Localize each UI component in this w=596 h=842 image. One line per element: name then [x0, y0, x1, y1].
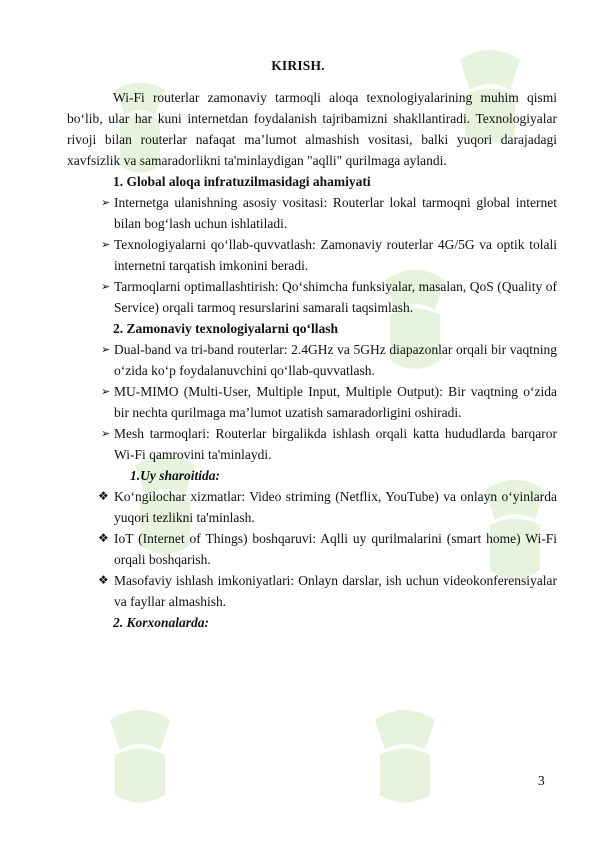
bullet-list [67, 339, 557, 465]
section-heading: 1. Global aloqa infratuzilmasidagi ahamiyati [113, 174, 371, 189]
list-item: ❖ Masofaviy ishlash imkoniyatlari: Onlayn darslar, ish uchun videokonferensiyalar va fayllar almashish. [67, 570, 557, 612]
list-item: ➢ Mesh tarmoqlari: Routerlar birgalikda ishlash orqali katta hududlarda barqaror Wi-Fi qamrovini ta'minlaydi. [67, 423, 557, 465]
arrow-bullet-icon: ➢ [101, 385, 111, 398]
watermark-logo [360, 700, 450, 810]
bullet-list [67, 486, 557, 612]
subsection-heading: 2. Korxonalarda: [113, 615, 210, 630]
page-title: KIRISH. [271, 58, 325, 73]
list-item: ➢ MU-MIMO (Multi-User, Multiple Input, Multiple Output): Bir vaqtning o‘zida bir nechta qurilmaga ma’lumot uzatish samaradorligini oshiradi. [67, 381, 557, 423]
list-item: ➢ Texnologiyalarni qo‘llab-quvvatlash: Zamonaviy routerlar 4G/5G va optik tolali internetni tarqatish imkonini beradi. [67, 234, 557, 276]
arrow-bullet-icon: ➢ [101, 343, 111, 356]
arrow-bullet-icon: ➢ [101, 280, 111, 293]
diamond-bullet-icon: ❖ [98, 573, 109, 587]
list-item: ➢ Dual-band va tri-band routerlar: 2.4GHz va 5GHz diapazonlar orqali bir vaqtning o‘zida ko‘p foydalanuvchini qo‘llab-quvvatlash. [67, 339, 557, 381]
watermark-logo [95, 700, 185, 810]
list-item: ➢ Tarmoqlarni optimallashtirish: Qo‘shimcha funksiyalar, masalan, QoS (Quality of Service) orqali tarmoq resurslarini samarali taqsimlash. [67, 276, 557, 318]
document-body [67, 87, 557, 633]
page-number: 3 [538, 773, 545, 788]
arrow-bullet-icon: ➢ [101, 238, 111, 251]
diamond-bullet-icon: ❖ [98, 489, 109, 503]
diamond-bullet-icon: ❖ [98, 531, 109, 545]
list-item: ➢ Internetga ulanishning asosiy vositasi: Routerlar lokal tarmoqni global internet bilan bog‘lash uchun ishlatiladi. [67, 192, 557, 234]
bullet-list [67, 192, 557, 318]
intro-paragraph: Wi-Fi routerlar zamonaviy tarmoqli aloqa texnologiyalarining muhim qismi bo‘lib, ular har kuni internetdan foydalanish tajribamizni shakllantiradi. Texnologiyalar rivoji bilan routerlar nafaqat ma’lumot almashish vositasi, balki yuqori darajadagi xavfsizlik va samaradorlikni ta'minlaydigan "aqlli" qurilmaga aylandi. [67, 90, 557, 168]
subsection-heading: 1.Uy sharoitida: [130, 468, 221, 483]
arrow-bullet-icon: ➢ [101, 196, 111, 209]
arrow-bullet-icon: ➢ [101, 427, 111, 440]
list-item: ❖ IoT (Internet of Things) boshqaruvi: Aqlli uy qurilmalarini (smart home) Wi-Fi orqali boshqarish. [67, 528, 557, 570]
list-item: ❖ Ko‘ngilochar xizmatlar: Video striming (Netflix, YouTube) va onlayn o‘yinlarda yuqori tezlikni ta'minlash. [67, 486, 557, 528]
section-heading: 2. Zamonaviy texnologiyalarni qo‘llash [113, 321, 339, 336]
